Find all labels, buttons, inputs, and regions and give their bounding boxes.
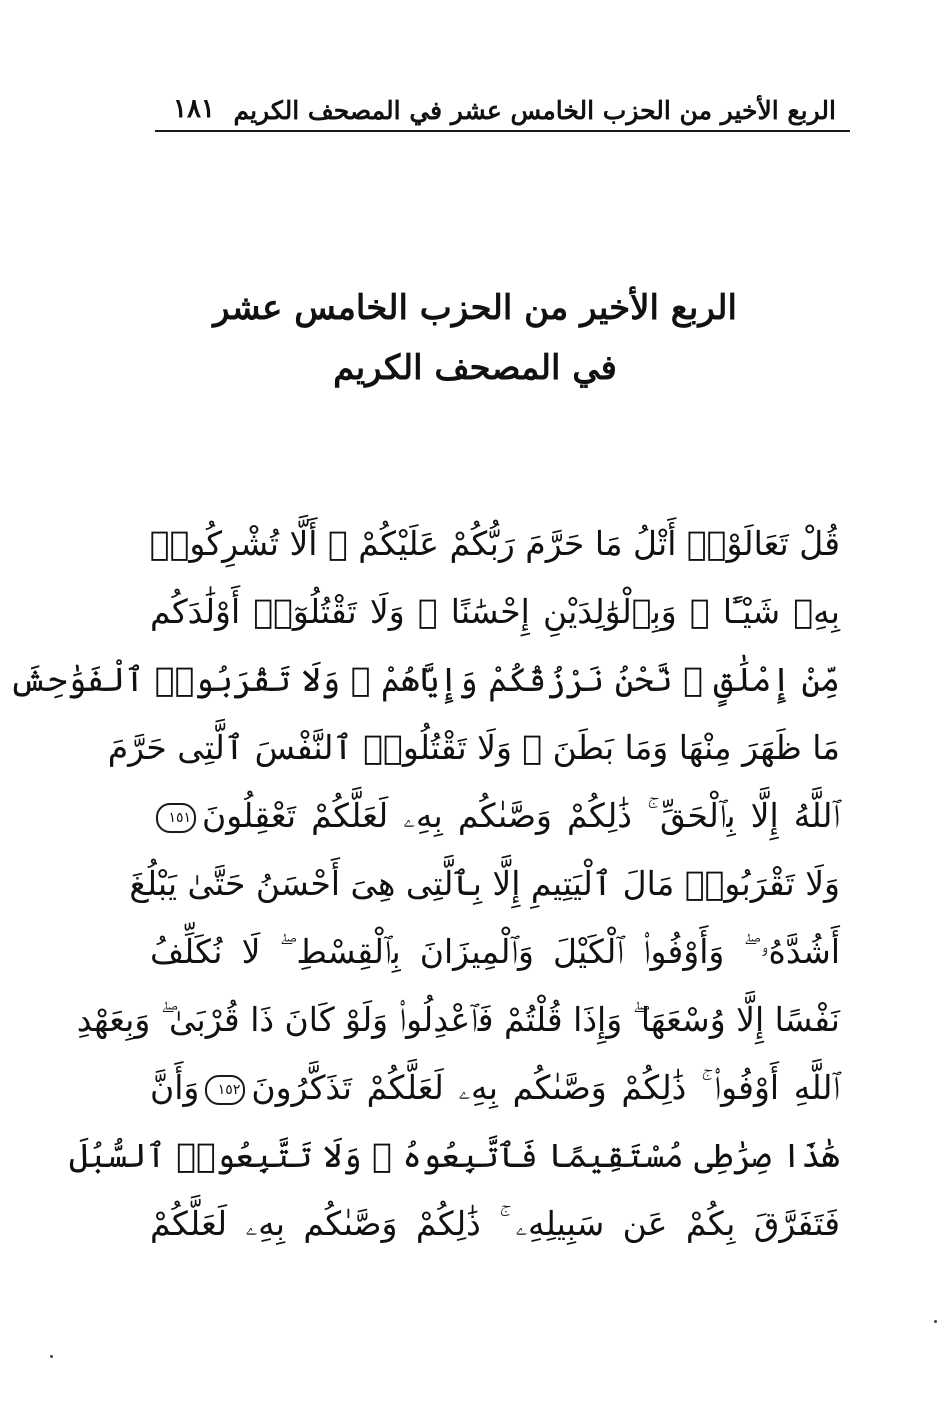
verse-text: هَٰذَا صِرَٰطِى مُسْتَقِيمًا فَٱتَّبِعُوهُ ۖ وَلَا تَتَّبِعُوا۟ ٱلسُّبُلَ	[69, 1136, 840, 1175]
verse-text: وَلَا تَقْرَبُوا۟ مَالَ ٱلْيَتِيمِ إِلَّا بِٱلَّتِى هِىَ أَحْسَنُ حَتَّىٰ يَبْلُغَ	[129, 864, 840, 903]
verse-line-6	[129, 854, 840, 918]
ayah-number-marker: ١٥٢	[205, 1075, 245, 1105]
verse-text: فَتَفَرَّقَ بِكُمْ عَن سَبِيلِهِۦ ۚ ذَٰلِكُمْ وَصَّىٰكُم بِهِۦ لَعَلَّكُمْ	[150, 1204, 840, 1243]
scan-speck	[934, 1320, 937, 1323]
chapter-title-line-1: الربع الأخير من الحزب الخامس عشر	[213, 288, 737, 328]
verse-line-2	[150, 582, 840, 646]
verse-line-4	[107, 718, 840, 782]
verse-text: ٱللَّهُ إِلَّا بِٱلْحَقِّ ۚ ذَٰلِكُمْ وَصَّىٰكُم بِهِۦ لَعَلَّكُمْ تَعْقِلُونَ	[202, 796, 840, 835]
verse-text: بِهِۦ شَيْـًٔا ۖ وَبِٱلْوَٰلِدَيْنِ إِحْسَٰنًا ۖ وَلَا تَقْتُلُوٓا۟ أَوْلَٰدَكُم	[150, 592, 840, 631]
verse-text: مِّنْ إِمْلَٰقٍ ۖ نَّحْنُ نَرْزُقُكُمْ وَإِيَّاهُمْ ۖ وَلَا تَقْرَبُوا۟ ٱلْفَوَٰحِشَ	[8, 660, 840, 699]
verse-line-9	[150, 1058, 840, 1122]
page-number: ١٨١	[173, 94, 215, 124]
verse-text: قُلْ تَعَالَوْا۟ أَتْلُ مَا حَرَّمَ رَبُّكُمْ عَلَيْكُمْ ۖ أَلَّا تُشْرِكُوا۟	[149, 524, 840, 563]
verse-text: مَا ظَهَرَ مِنْهَا وَمَا بَطَنَ ۖ وَلَا تَقْتُلُوا۟ ٱلنَّفْسَ ٱلَّتِى حَرَّمَ	[107, 728, 840, 767]
verse-line-10	[69, 1126, 840, 1190]
verse-line-5	[150, 786, 840, 850]
verse-line-1	[150, 514, 840, 578]
scan-speck	[50, 1355, 53, 1358]
verse-text: ٱللَّهِ أَوْفُوا۟ ۚ ذَٰلِكُمْ وَصَّىٰكُم بِهِۦ لَعَلَّكُمْ تَذَكَّرُونَ	[251, 1068, 840, 1107]
verse-line-3	[8, 650, 840, 714]
quran-verse-block	[8, 500, 840, 1300]
verse-text: أَشُدَّهُۥ ۖ وَأَوْفُوا۟ ٱلْكَيْلَ وَٱلْمِيزَانَ بِٱلْقِسْطِ ۖ لَا نُكَلِّفُ	[150, 932, 840, 971]
running-header	[155, 88, 850, 132]
verse-text: نَفْسًا إِلَّا وُسْعَهَا ۖ وَإِذَا قُلْتُمْ فَٱعْدِلُوا۟ وَلَوْ كَانَ ذَا قُرْبَىٰ ۖ وَبِعَهْدِ	[76, 1000, 840, 1039]
verse-line-8	[76, 990, 840, 1054]
verse-text-continuation: وَأَنَّ	[150, 1068, 200, 1107]
ayah-number-marker: ١٥١	[156, 803, 196, 833]
running-title: الربع الأخير من الحزب الخامس عشر في المصحف الكريم	[233, 96, 836, 125]
verse-line-7	[150, 922, 840, 986]
chapter-title-line-2: في المصحف الكريم	[333, 348, 617, 388]
verse-line-11	[150, 1194, 840, 1258]
